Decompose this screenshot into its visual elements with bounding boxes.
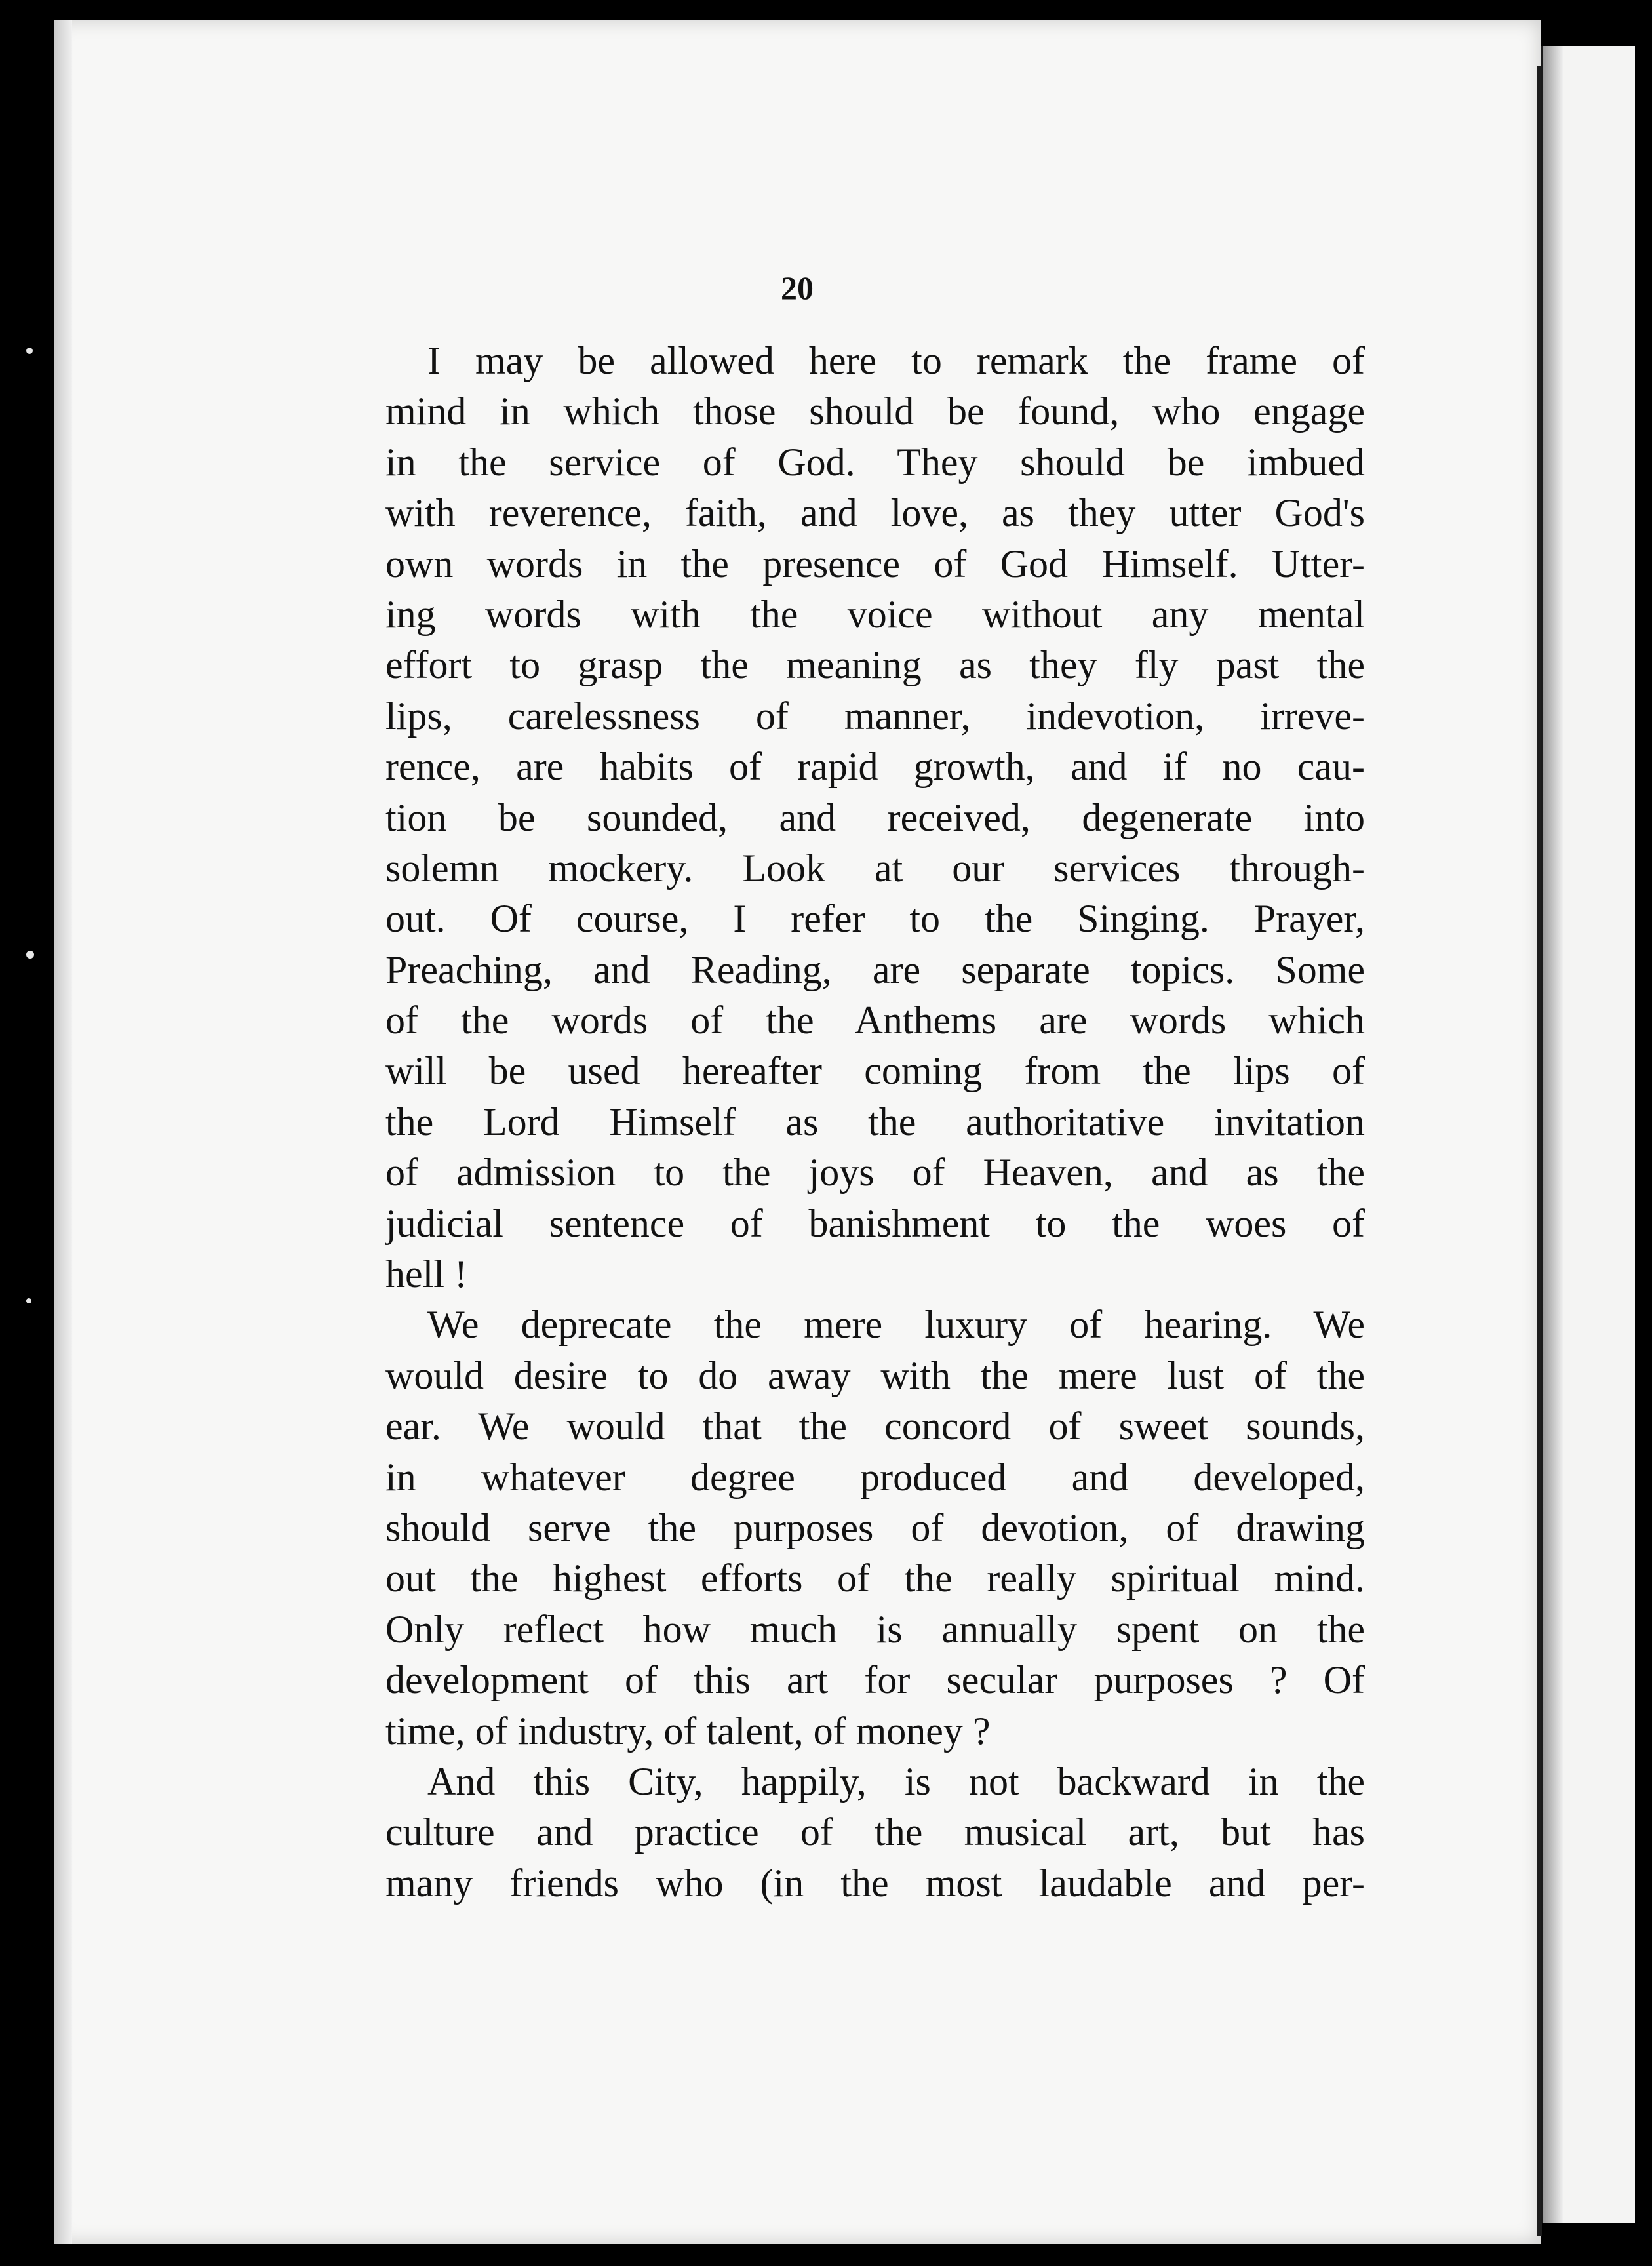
text-line: out the highest efforts of the really spiritual mind. [385,1557,1365,1600]
text-line: the Lord Himself as the authoritative invitation [385,1100,1365,1143]
text-line: We deprecate the mere luxury of hearing. We [427,1303,1365,1347]
text-line: should serve the purposes of devotion, of drawing [385,1505,1365,1549]
book-page [54,20,1541,2244]
text-line: many friends who (in the most laudable and per- [385,1861,1365,1905]
text-line: rence, are habits of rapid growth, and if no cau- [385,745,1365,789]
text-line: tion be sounded, and received, degenerate into [385,795,1365,839]
text-line: own words in the presence of God Himself. Utter- [385,542,1365,586]
text-line: ing words with the voice without any mental [385,592,1365,636]
text-line: would desire to do away with the mere lust of the [385,1353,1365,1397]
text-line: culture and practice of the musical art, but has [385,1810,1365,1854]
text-line: mind in which those should be found, who engage [385,389,1365,433]
text-line: with reverence, faith, and love, as they utter God's [385,491,1365,535]
text-line: Preaching, and Reading, are separate topics. Some [385,947,1365,991]
text-line: of admission to the joys of Heaven, and as the [385,1151,1365,1195]
facing-page-shadow [1543,46,1563,2223]
text-line: judicial sentence of banishment to the woes of [385,1201,1365,1245]
text-line: lips, carelessness of manner, indevotion, irreve- [385,694,1365,738]
text-line: will be used hereafter coming from the lips of [385,1049,1365,1093]
text-line: of the words of the Anthems are words which [385,999,1365,1043]
scan-speck [26,348,33,354]
text-line: development of this art for secular purposes ? Of [385,1658,1365,1702]
text-line: in the service of God. They should be imbued [385,440,1365,484]
page-number: 20 [781,269,814,306]
facing-page-edge [1541,46,1635,2223]
text-line: And this City, happily, is not backward in the [427,1759,1365,1803]
text-line: out. Of course, I refer to the Singing. Prayer, [385,897,1365,941]
text-line: time, of industry, of talent, of money ? [385,1709,991,1753]
text-line: in whatever degree produced and developed, [385,1455,1365,1499]
text-line: hell ! [385,1252,467,1296]
text-line: effort to grasp the meaning as they fly past the [385,643,1365,687]
body-text [385,336,1365,1909]
scan-speck [26,951,34,959]
text-line: I may be allowed here to remark the frame of [427,339,1365,382]
text-line: Only reflect how much is annually spent on the [385,1607,1365,1651]
scan-speck [26,1298,31,1303]
text-line: ear. We would that the concord of sweet sounds, [385,1404,1365,1448]
page-edge-shadow [54,20,72,2244]
text-line: solemn mockery. Look at our services through- [385,846,1365,890]
